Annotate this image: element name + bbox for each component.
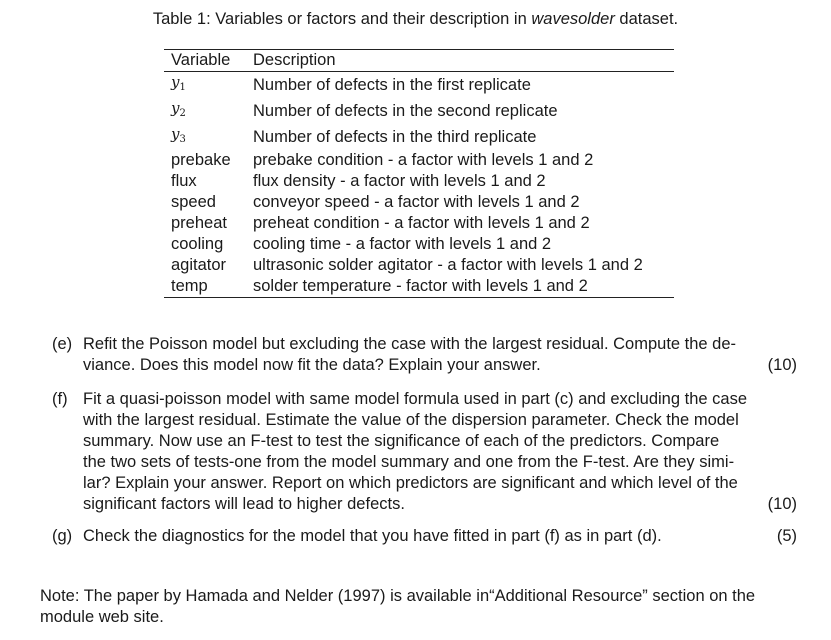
question-line-last: significant factors will lead to higher defects. (10) [83, 495, 797, 513]
table-row [164, 150, 674, 171]
question-line: Fit a quasi-poisson model with same model formula used in part (c) and excluding the case [83, 390, 747, 408]
question-line-last: Check the diagnostics for the model that you have fitted in part (f) as in part (d). (5) [83, 527, 797, 545]
description-cell: prebake condition - a factor with levels 1 and 2 [253, 151, 594, 169]
question-marks: (10) [767, 356, 797, 374]
question-line: the two sets of tests-one from the model summary and one from the F-test. Are they simi- [83, 453, 735, 471]
variable-cell: flux [171, 172, 197, 190]
variable-math: $y_2$ [171, 99, 186, 119]
description-cell: flux density - a factor with levels 1 and 2 [253, 172, 546, 190]
variable-cell: speed [171, 193, 216, 211]
table-row [164, 72, 674, 98]
variable-math: $y_3$ [171, 125, 186, 145]
question-line: summary. Now use an F-test to test the significance of each of the predictors. Compare [83, 432, 720, 450]
question-line: lar? Explain your answer. Report on which predictors are significant and which level of the [83, 474, 738, 492]
table-row [164, 192, 674, 213]
table-header-row [164, 50, 674, 71]
variables-table [164, 49, 674, 298]
table-row [164, 255, 674, 276]
description-cell: Number of defects in the second replicate [253, 101, 558, 120]
question-line: with the largest residual. Estimate the value of the dispersion parameter. Check the model [83, 411, 739, 429]
question-label: (f) [52, 390, 68, 408]
question-text [83, 526, 797, 547]
question-e [52, 334, 797, 376]
variable-cell [164, 124, 253, 150]
table-row [164, 213, 674, 234]
question-list [52, 334, 797, 560]
table-row [164, 234, 674, 255]
variable-cell: cooling [171, 235, 224, 253]
caption-suffix: dataset. [614, 10, 679, 28]
question-label: (e) [52, 335, 73, 353]
variable-cell [164, 72, 253, 98]
caption-prefix: Table 1: Variables or factors and their description in [152, 10, 532, 28]
table-row [164, 276, 674, 297]
question-line-last: viance. Does this model now fit the data? Explain your answer. (10) [83, 356, 797, 374]
table-caption [0, 8, 831, 30]
description-cell: ultrasonic solder agitator - a factor with levels 1 and 2 [253, 256, 643, 274]
question-label: (g) [52, 527, 73, 545]
description-cell: solder temperature - factor with levels 1 and 2 [253, 277, 588, 295]
question-g [52, 526, 797, 547]
table-row [164, 98, 674, 124]
description-cell: Number of defects in the third replicate [253, 127, 537, 146]
variable-math: $y_1$ [171, 73, 186, 93]
variable-cell: agitator [171, 256, 227, 274]
variable-cell [164, 98, 253, 124]
variable-cell: preheat [171, 214, 227, 232]
question-text [83, 389, 797, 515]
table-row [164, 124, 674, 150]
variable-cell: temp [171, 277, 208, 295]
table-bottom-rule [164, 297, 674, 298]
header-description: Description [253, 51, 336, 69]
question-marks: (5) [776, 527, 797, 545]
description-cell: preheat condition - a factor with levels 1 and 2 [253, 214, 590, 232]
question-text [83, 334, 797, 376]
description-cell: conveyor speed - a factor with levels 1 and 2 [253, 193, 580, 211]
question-f [52, 389, 797, 515]
description-cell: Number of defects in the first replicate [253, 75, 531, 94]
table-row [164, 171, 674, 192]
header-variable: Variable [171, 51, 231, 69]
variable-cell: prebake [171, 151, 231, 169]
caption-dataset-name: wavesolder [531, 10, 615, 28]
footnote: Note: The paper by Hamada and Nelder (1997) is available in“Additional Resource” section on the module web site. [40, 587, 756, 626]
description-cell: cooling time - a factor with levels 1 and 2 [253, 235, 552, 253]
question-line: Refit the Poisson model but excluding the case with the largest residual. Compute the de- [83, 335, 737, 353]
question-marks: (10) [767, 495, 797, 513]
